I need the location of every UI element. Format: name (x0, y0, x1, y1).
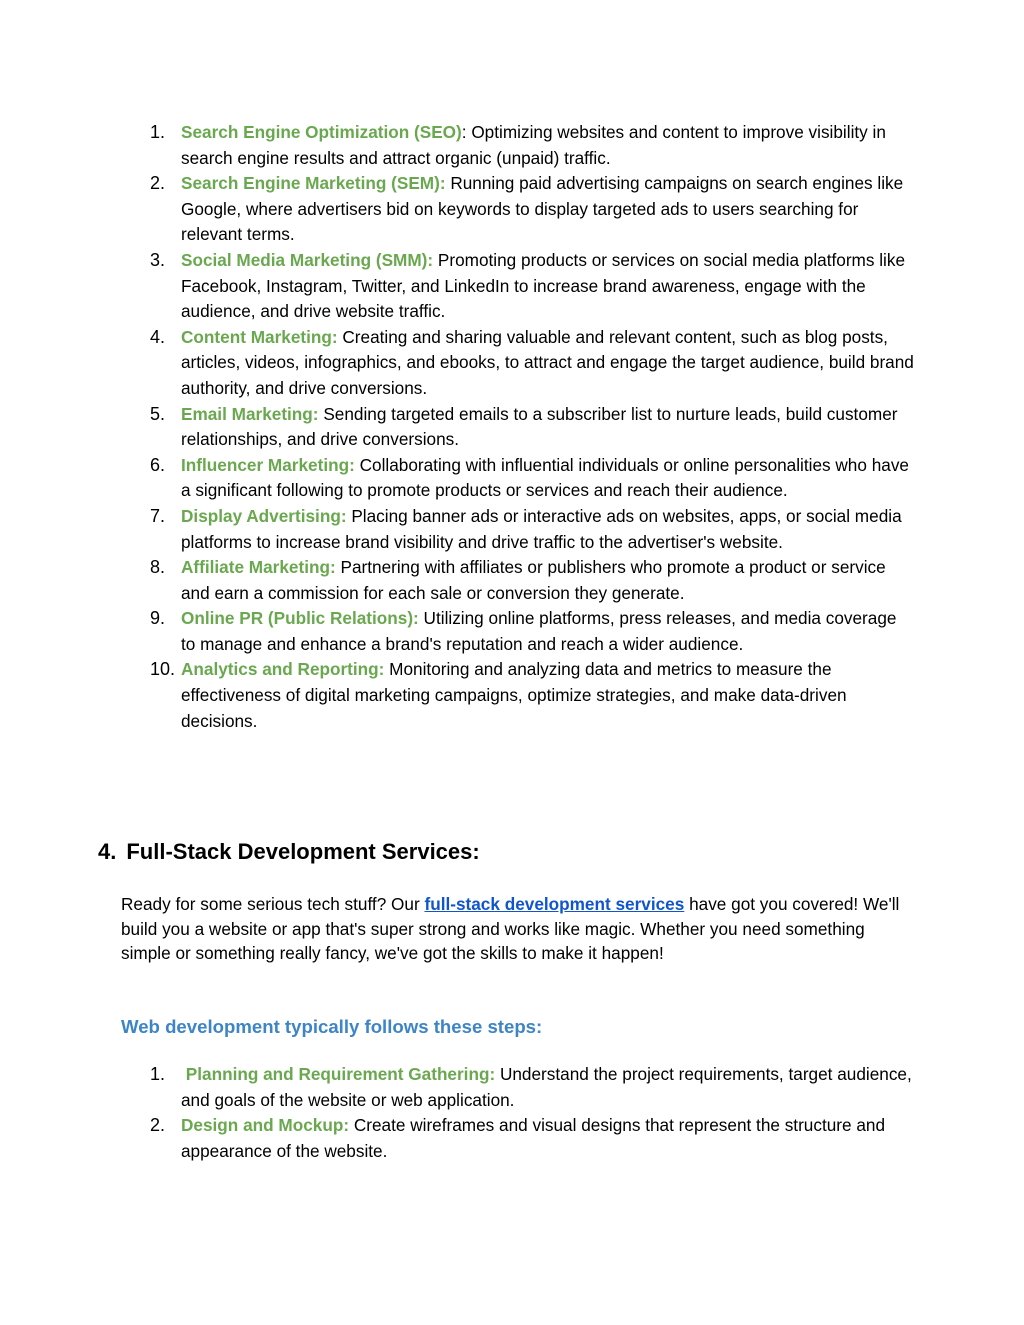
list-item-description: Running paid advertising campaigns on search engines like Google, where advertisers bid on keywords to display targeted ads to users searching for relevant terms. (181, 173, 904, 245)
list-item (0, 657, 1024, 734)
list-item (0, 453, 1024, 504)
section-heading (98, 838, 480, 866)
marketing-services-list (0, 120, 1024, 734)
list-item-term: Search Engine Optimization (SEO) (181, 122, 462, 142)
steps-subheading: Web development typically follows these steps: (121, 1016, 543, 1037)
list-item-description: Creating and sharing valuable and relevant content, such as blog posts, articles, videos, infographics, and ebooks, to attract and engage the target audience, build brand authority, and drive conversions. (181, 326, 914, 398)
list-item (0, 402, 1024, 453)
list-item-term: Design and Mockup: (181, 1115, 350, 1136)
list-item (0, 606, 1024, 657)
list-item-description: Create wireframes and visual designs that represent the structure and appearance of the website. (181, 1115, 886, 1161)
list-number: 1. (150, 122, 166, 142)
list-item-term: Social Media Marketing (SMM): (181, 249, 434, 270)
list-item-term: Online PR (Public Relations): (181, 608, 419, 629)
list-number: 6. (150, 454, 166, 475)
intro-text-before: Ready for some serious tech stuff? Our (121, 894, 425, 914)
full-stack-services-link[interactable]: full-stack development services (424, 894, 685, 914)
section-title: Full-Stack Development Services: (126, 839, 480, 864)
list-item (0, 1062, 1024, 1113)
list-item-description: Utilizing online platforms, press releases, and media coverage to manage and enhance a brand's reputation and reach a wider audience. (181, 608, 897, 654)
intro-text-after: have got you covered! We'll build you a website or app that's super strong and works like magic. Whether you need something simple or something really fancy, we've got the skills to make it happen! (121, 894, 900, 963)
list-number: 4. (150, 326, 166, 347)
list-item-term: Search Engine Marketing (SEM): (181, 173, 446, 194)
list-item-term: Display Advertising: (181, 505, 347, 526)
list-number: 1. (150, 1064, 166, 1084)
list-item-term: Email Marketing: (181, 403, 319, 424)
list-item (0, 171, 1024, 248)
web-development-steps-list (0, 1062, 1024, 1164)
list-item (0, 325, 1024, 402)
list-item-term: Affiliate Marketing: (181, 557, 336, 578)
list-item-description: : Optimizing websites and content to improve visibility in search engine results and attract organic (unpaid) traffic. (181, 122, 886, 168)
list-item (0, 120, 1024, 171)
list-item (0, 1113, 1024, 1164)
list-number: 2. (150, 173, 166, 194)
list-number: 7. (150, 505, 166, 526)
list-item-term: Influencer Marketing: (181, 454, 355, 475)
list-item-description: Understand the project requirements, target audience, and goals of the website or web application. (181, 1064, 912, 1110)
list-item-description: Monitoring and analyzing data and metrics to measure the effectiveness of digital marketing campaigns, optimize strategies, and make data-driven decisions. (181, 659, 847, 731)
list-number: 10. (150, 659, 176, 680)
list-item (0, 248, 1024, 325)
list-number: 9. (150, 608, 166, 629)
list-item-description: Sending targeted emails to a subscriber list to nurture leads, build customer relationships, and drive conversions. (181, 403, 898, 450)
list-item-description: Placing banner ads or interactive ads on websites, apps, or social media platforms to increase brand visibility and drive traffic to the advertiser's website. (181, 505, 902, 552)
list-number: 2. (150, 1115, 166, 1136)
section-number: 4. (98, 839, 117, 864)
list-item-term: Content Marketing: (181, 326, 338, 347)
list-number: 8. (150, 557, 166, 578)
list-item-description: Collaborating with influential individuals or online personalities who have a significant following to promote products or services and reach their audience. (181, 454, 909, 501)
section-intro-paragraph (121, 892, 911, 966)
list-item-term: Analytics and Reporting: (181, 659, 385, 680)
list-number: 5. (150, 403, 166, 424)
list-item (0, 504, 1024, 555)
list-number: 3. (150, 249, 166, 270)
list-item-description: Partnering with affiliates or publishers who promote a product or service and earn a commission for each sale or conversion they generate. (181, 557, 886, 603)
list-item-term: Planning and Requirement Gathering: (181, 1064, 496, 1084)
list-item-description: Promoting products or services on social media platforms like Facebook, Instagram, Twitter, and LinkedIn to increase brand awareness, engage with the audience, and drive website traffic. (181, 249, 906, 322)
list-item (0, 555, 1024, 606)
